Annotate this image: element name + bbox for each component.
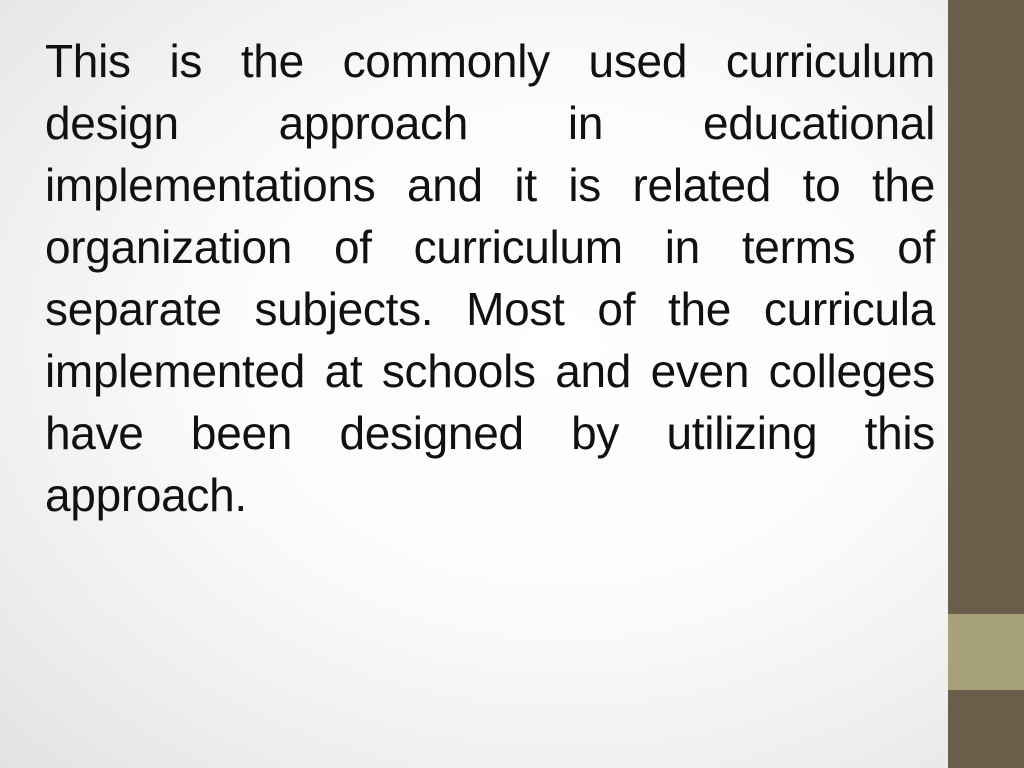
slide-body-text: This is the commonly used curriculum design approach in educational implementations and it is related to the organization of curriculum in terms of separate subjects. Most of the curricula implemented at schools and even colleges have been designed by utilizing this approach. — [45, 35, 935, 521]
side-accent-block — [948, 614, 1024, 690]
